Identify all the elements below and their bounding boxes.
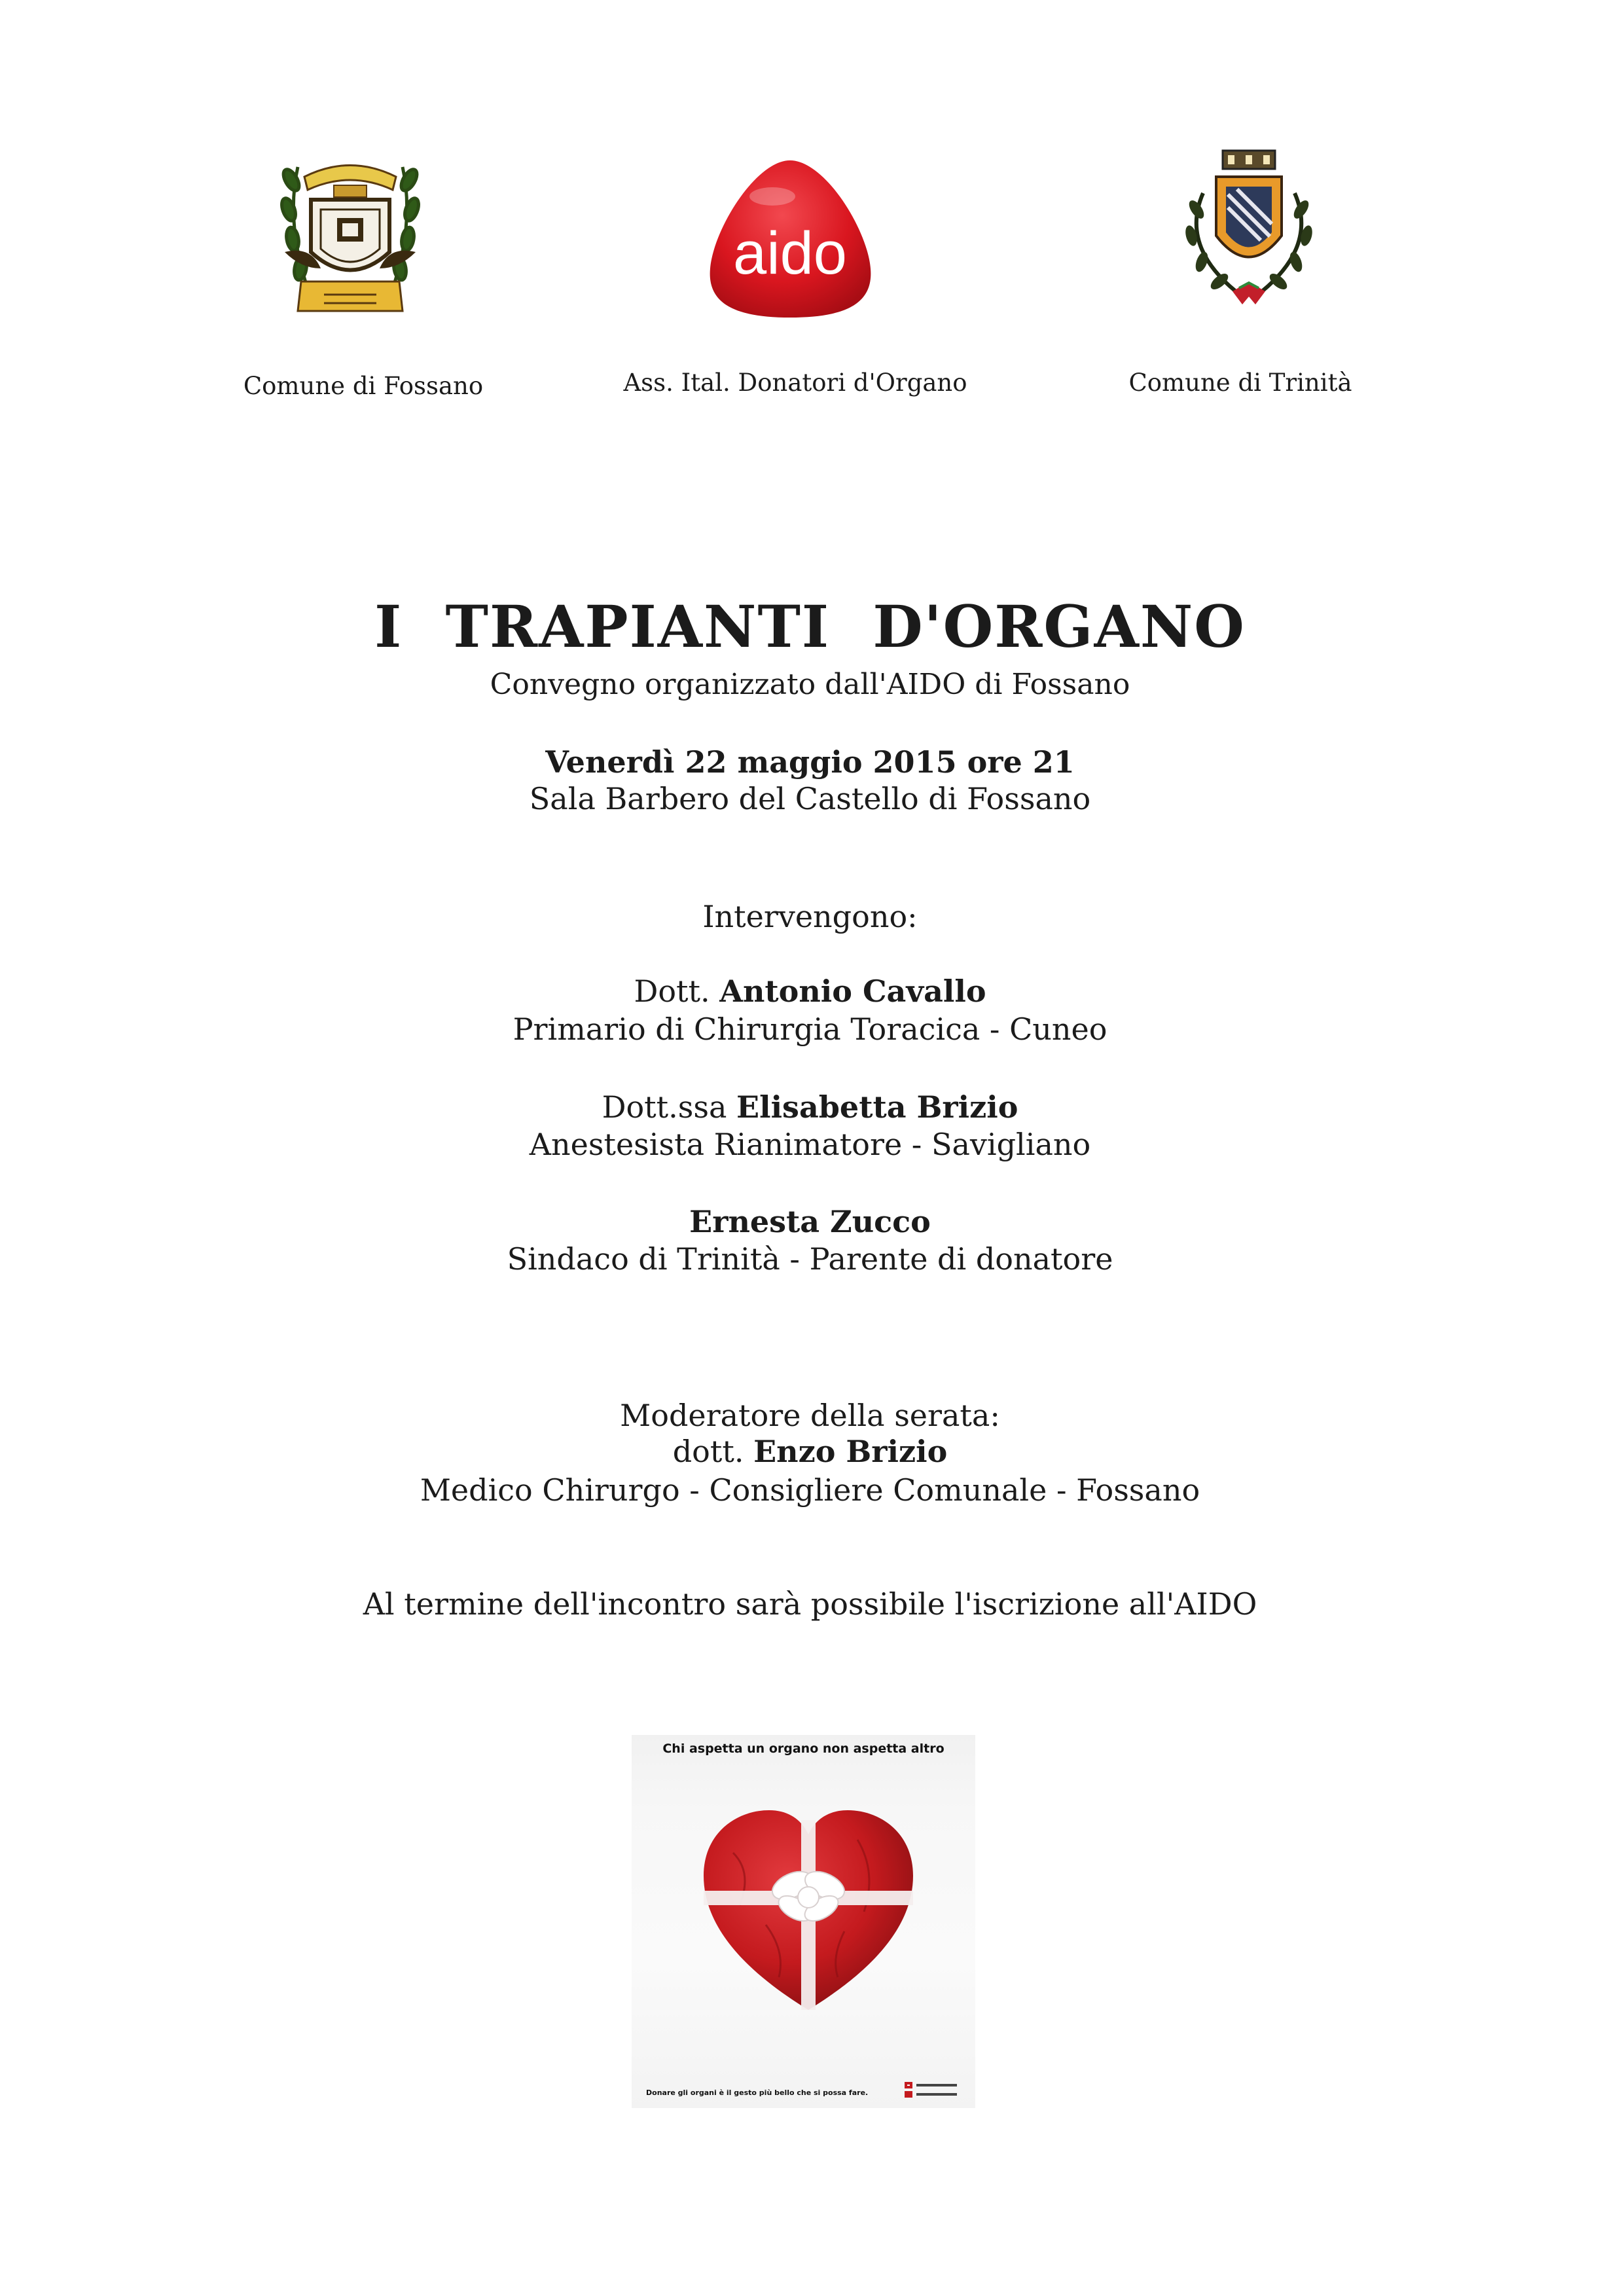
moderator-name: Enzo Brizio <box>753 1434 948 1469</box>
event-venue: Sala Barbero del Castello di Fossano <box>529 781 1091 816</box>
speaker-3-name: Ernesta Zucco <box>689 1204 931 1239</box>
moderator-prefix: dott. <box>672 1434 754 1469</box>
fossano-logo <box>272 147 429 331</box>
event-title: I TRAPIANTI D'ORGANO <box>374 592 1246 661</box>
speaker-2-name-line <box>0 1089 1620 1125</box>
regione-piemonte-icon <box>903 2079 962 2102</box>
svg-text:aido: aido <box>733 220 847 287</box>
speaker-2-role: Anestesista Rianimatore - Savigliano <box>529 1127 1091 1162</box>
poster-tagline: Chi aspetta un organo non aspetta altro <box>662 1741 945 1756</box>
event-subtitle: Convegno organizzato dall'AIDO di Fossano <box>490 668 1130 701</box>
gift-heart-icon <box>687 1794 929 2036</box>
fossano-coat-of-arms-icon <box>272 147 429 331</box>
speaker-1-role: Primario di Chirurgia Toracica - Cuneo <box>513 1011 1107 1047</box>
speakers-heading: Intervengono: <box>702 899 918 934</box>
poster-footer: Donare gli organi è il gesto più bello che si possa fare. <box>646 2088 869 2097</box>
fossano-caption: Comune di Fossano <box>243 372 484 400</box>
moderator-role: Medico Chirurgo - Consigliere Comunale - Fossano <box>420 1472 1200 1508</box>
closing-note: Al termine dell'incontro sarà possibile l'iscrizione all'AIDO <box>363 1586 1257 1622</box>
speaker-3-role: Sindaco di Trinità - Parente di donatore <box>507 1241 1113 1277</box>
aido-logo-icon <box>704 157 877 321</box>
campaign-poster <box>632 1735 975 2108</box>
speaker-1-name-line <box>0 974 1620 1009</box>
regione-piemonte-logo <box>903 2079 962 2104</box>
speaker-3-name-line <box>0 1204 1620 1239</box>
trinita-caption: Comune di Trinità <box>1128 369 1352 397</box>
speaker-2-name: Elisabetta Brizio <box>736 1089 1018 1125</box>
aido-caption: Ass. Ital. Donatori d'Organo <box>623 369 967 397</box>
aido-logo <box>704 157 877 321</box>
trinita-logo <box>1177 147 1321 311</box>
speaker-2-prefix: Dott.ssa <box>602 1089 737 1125</box>
event-date: Venerdì 22 maggio 2015 ore 21 <box>545 744 1075 780</box>
moderator-heading: Moderatore della serata: <box>620 1398 1000 1433</box>
speaker-1-prefix: Dott. <box>634 974 720 1009</box>
moderator-name-line <box>0 1434 1620 1469</box>
trinita-coat-of-arms-icon <box>1177 147 1321 311</box>
speaker-1-name: Antonio Cavallo <box>719 974 986 1009</box>
